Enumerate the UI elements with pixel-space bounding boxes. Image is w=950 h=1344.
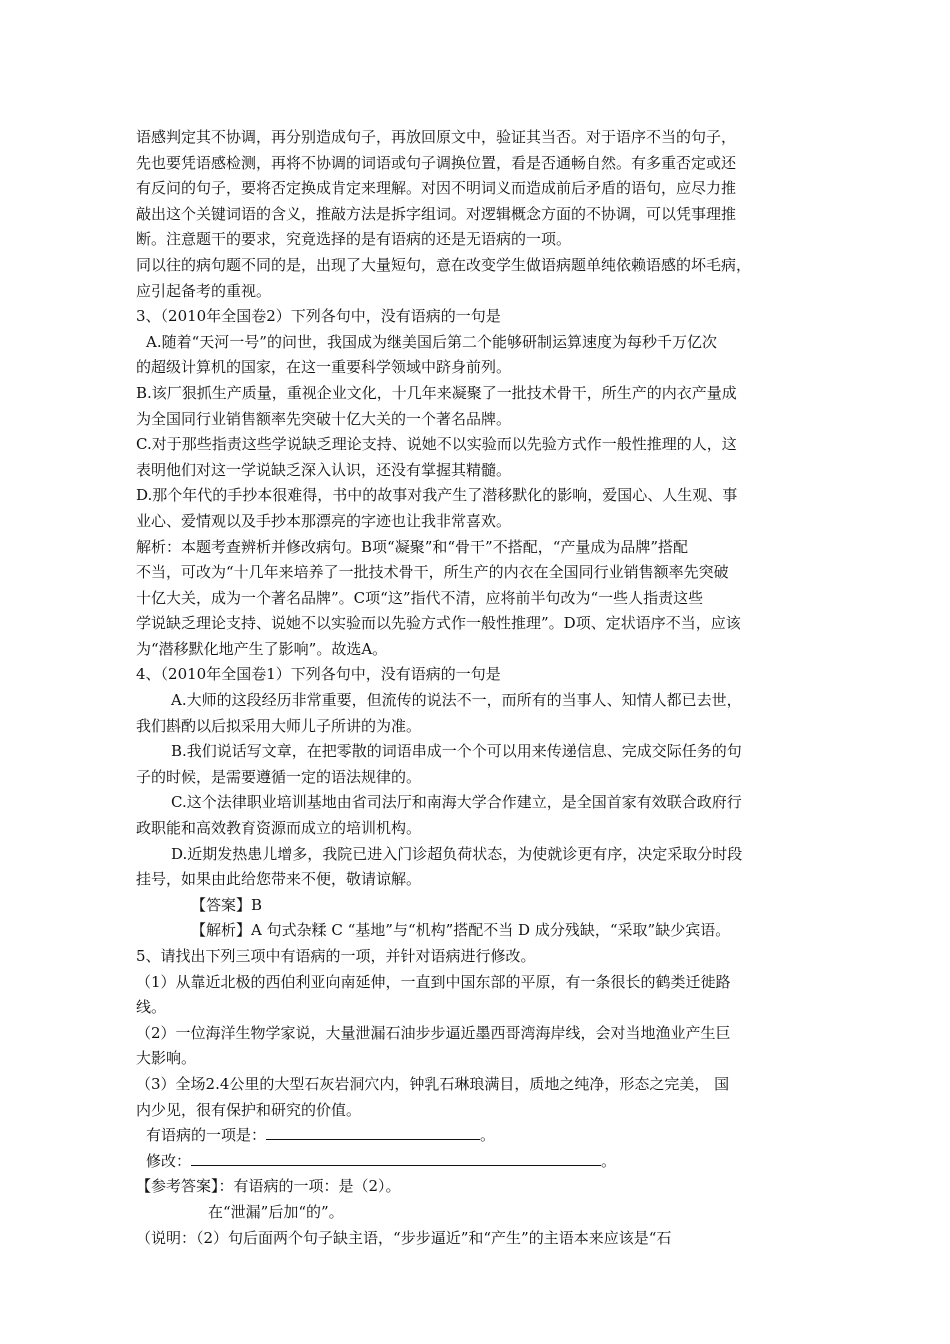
text-line: （说明：（2）句后面两个句子缺主语，“步步逼近”和“产生”的主语本来应该是“石 [136,1228,672,1247]
text-line: C.这个法律职业培训基地由省司法厅和南海大学合作建立，是全国首家有效联合政府行 [171,793,742,812]
text-line: 业心、爱情观以及手抄本那漂亮的字迹也让我非常喜欢。 [136,511,512,530]
text-line: 内少见，很有保护和研究的价值。 [136,1100,362,1119]
text-line: 十亿大关，成为一个著名品牌”。C项“这”指代不清，应将前半句改为“一些人指责这些 [136,588,704,607]
text-line: B.该厂狠抓生产质量，重视企业文化，十几年来凝聚了一批技术骨干，所生产的内衣产量成 [136,383,737,402]
text-line: 【答案】B [191,895,263,914]
text-line: D.那个年代的手抄本很难得，书中的故事对我产生了潜移默化的影响，爱国心、人生观、事 [136,486,738,505]
text-line: （3）全场2.4公里的大型石灰岩洞穴内，钟乳石琳琅满目，质地之纯净，形态之完美， 国 [136,1074,730,1093]
text-line: 学说缺乏理论支持、说她不以实验而以先验方式作一般性推理”。D项、定状语序不当，应该 [136,614,741,633]
text-line: C.对于那些指责这些学说缺乏理论支持、说她不以实验而以先验方式作一般性推理的人，这 [136,435,737,454]
text-line: 应引起备考的重视。 [136,281,272,300]
text-line: 【参考答案】：有语病的一项：是（2）。 [136,1177,401,1196]
text-line: （1）从靠近北极的西伯利亚向南延伸，一直到中国东部的平原，有一条很长的鹤类迁徙路 [136,972,731,991]
text-line: 5、请找出下列三项中有语病的一项，并针对语病进行修改。 [136,947,536,965]
text-line: 子的时候，是需要遵循一定的语法规律的。 [136,767,422,786]
answer-blank[interactable] [266,1125,480,1140]
text-line: 敲出这个关键词语的含义，推敲方法是拆字组词。对逻辑概念方面的不协调，可以凭事理推 [136,204,737,223]
blank-line-correction [136,1149,835,1175]
text-line: （2）一位海洋生物学家说，大量泄漏石油步步逼近墨西哥湾海岸线，会对当地渔业产生巨 [136,1023,731,1042]
text-line: 3、（2010年全国卷2）下列各句中，没有语病的一句是 [136,307,501,326]
blank-end: 。 [601,1151,617,1170]
answer-blank[interactable] [191,1151,601,1166]
text-line: 为全国同行业销售额率先突破十亿大关的一个著名品牌。 [136,409,512,428]
text-line: 我们斟酌以后拟采用大师儿子所讲的为准。 [136,716,422,735]
text-line: 语感判定其不协调，再分别造成句子，再放回原文中，验证其当否。对于语序不当的句子， [136,128,737,146]
blank-label: 有语病的一项是： [146,1126,267,1145]
text-line: 不当，可改为“十几年来培养了一批技术骨干，所生产的内衣在全国同行业销售额率先突破 [136,563,729,582]
text-line: 的超级计算机的国家，在这一重要科学领域中跻身前列。 [136,358,512,377]
text-line: 断。注意题干的要求，究竟选择的是有语病的还是无语病的一项。 [136,230,572,249]
text-line: 为“潜移默化地产生了影响”。故选A。 [136,639,388,658]
text-line: 同以往的病句题不同的是，出现了大量短句，意在改变学生做语病题单纯依赖语感的坏毛病， [136,255,752,274]
text-line: 【解析】A 句式杂糅 C “基地”与“机构”搭配不当 D 成分残缺，“采取”缺少宾语。 [191,921,731,940]
text-line: A.随着“天河一号”的问世，我国成为继美国后第二个能够研制运算速度为每秒千万亿次 [146,332,717,351]
reference-answer [136,1174,835,1251]
text-line: 线。 [136,998,167,1017]
text-line: 有反问的句子，要将否定换成肯定来理解。对因不明词义而造成前后矛盾的语句，应尽力推 [136,179,737,198]
text-line: B.我们说话写文章，在把零散的词语串成一个个可以用来传递信息、完成交际任务的句 [171,742,742,761]
document-body [136,125,835,1123]
blank-label: 修改： [146,1151,192,1170]
text-line: D.近期发热患儿增多，我院已进入门诊超负荷状态，为使就诊更有序，决定采取分时段 [171,844,743,863]
text-line: 大影响。 [136,1049,197,1068]
blank-end: 。 [480,1126,496,1145]
text-line: 在“泄漏”后加“的”。 [208,1202,344,1221]
blank-line-faulty-item [136,1123,835,1149]
text-line: 表明他们对这一学说缺乏深入认识，还没有掌握其精髓。 [136,460,512,479]
text-line: A.大师的这段经历非常重要，但流传的说法不一，而所有的当事人、知情人都已去世， [171,691,742,710]
text-line: 挂号，如果由此给您带来不便，敬请谅解。 [136,870,422,889]
text-line: 解析：本题考查辨析并修改病句。B项“凝聚”和“骨干”不搭配，“产量成为品牌”搭配 [136,537,689,556]
text-line: 政职能和高效教育资源而成立的培训机构。 [136,819,422,838]
text-line: 4、（2010年全国卷1）下列各句中，没有语病的一句是 [136,665,501,684]
text-line: 先也要凭语感检测，再将不协调的词语或句子调换位置，看是否通畅自然。有多重否定或还 [136,153,737,172]
